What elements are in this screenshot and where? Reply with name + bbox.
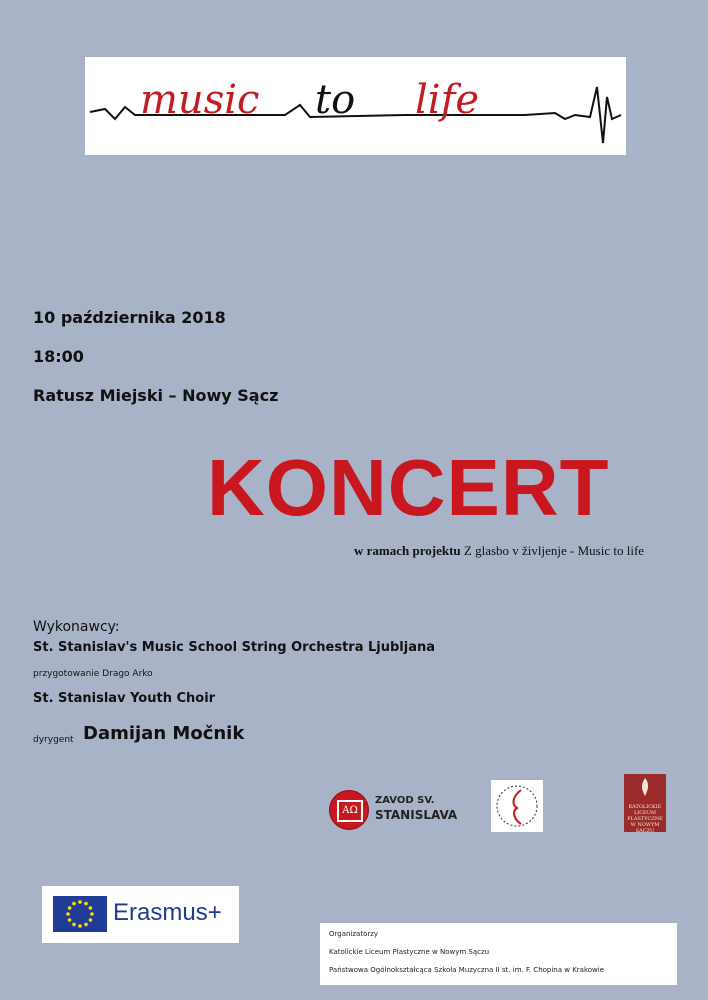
project-line <box>354 543 644 559</box>
preparation-credit: przygotowanie Drago Arko <box>33 669 153 679</box>
conductor-name: Damijan Močnik <box>83 723 245 744</box>
project-prefix: w ramach projektu <box>354 543 461 558</box>
event-time: 18:00 <box>33 347 84 366</box>
performers-label: Wykonawcy: <box>33 619 120 635</box>
event-place: Ratusz Miejski – Nowy Sącz <box>33 386 279 405</box>
organizers-title: Organizatorzy <box>329 930 379 938</box>
organizer-2: Państwowa Ogólnokształcąca Szkoła Muzyczna II st. im. F. Chopina w Krakowie <box>329 966 605 974</box>
headline: KONCERT <box>207 443 610 532</box>
liceum-logo-text: KATOLICKIE LICEUM PLASTYCZNE W NOWYM SĄCZU <box>627 804 663 834</box>
logo-word-to: to <box>315 77 356 123</box>
flame-icon <box>624 774 666 804</box>
katolickie-liceum-logo <box>624 774 666 832</box>
erasmus-logo <box>42 886 239 943</box>
orchestra-name: St. Stanislav's Music School String Orchestra Ljubljana <box>33 640 436 655</box>
zavod-name-line1: ZAVOD SV. <box>375 795 435 806</box>
logo-word-life: life <box>415 77 480 123</box>
event-date: 10 października 2018 <box>33 308 226 327</box>
project-name: Z glasbo v življenje - Music to life <box>463 543 645 558</box>
zavod-name-line2: STANISLAVA <box>375 808 458 822</box>
erasmus-label: Erasmus+ <box>113 899 222 926</box>
eu-flag-icon <box>53 896 107 932</box>
zavod-emblem-icon: ΑΩ <box>329 790 369 830</box>
music-to-life-logo <box>85 57 626 155</box>
music-school-emblem-icon <box>491 780 543 832</box>
music-school-logo <box>491 780 543 832</box>
organizers-box <box>320 923 677 985</box>
organizer-1: Katolickie Liceum Plastyczne w Nowym Sączu <box>329 948 490 956</box>
choir-name: St. Stanislav Youth Choir <box>33 691 216 706</box>
zavod-sv-stanislava-logo <box>329 790 459 830</box>
conductor-label: dyrygent <box>33 735 74 745</box>
logo-word-music: music <box>140 77 260 123</box>
